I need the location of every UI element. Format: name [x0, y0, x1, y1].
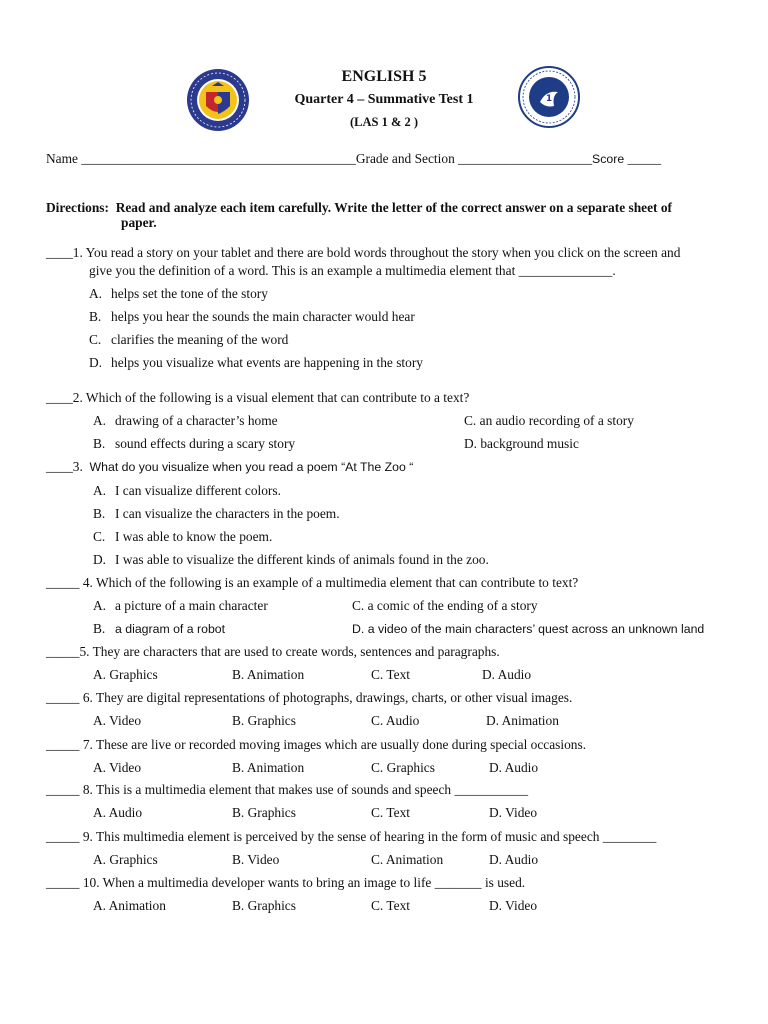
question-6-option-c: C. Audio: [371, 713, 420, 728]
question-3-option-c: [93, 529, 272, 545]
directions-text: Read and analyze each item carefully. Write the letter of the correct answer on a separate sheet of: [115, 200, 673, 215]
question-9-option-c: C. Animation: [371, 852, 444, 867]
option-letter: A.: [93, 483, 107, 498]
score-field[interactable]: _____: [627, 151, 662, 166]
question-2-option-a: [93, 413, 278, 429]
question-2-option-d: D. background music: [464, 436, 579, 451]
option-letter: D.: [89, 355, 103, 370]
question-3-option-d: [93, 552, 489, 568]
question-5-option-a: A. Graphics: [93, 667, 158, 682]
option-letter: B.: [89, 309, 102, 324]
question-8-option-c: C. Text: [371, 805, 410, 820]
question-8-option-a: A. Audio: [93, 805, 143, 820]
question-4-option-c: C. a comic of the ending of a story: [352, 598, 538, 613]
question-1-stem-cont: give you the definition of a word. This is an example a multimedia element that ______________.: [89, 263, 616, 278]
option-letter: C.: [89, 332, 102, 347]
question-6-option-a: A. Video: [93, 713, 142, 728]
question-7-option-d: D. Audio: [489, 760, 539, 775]
option-text: clarifies the meaning of the word: [111, 332, 289, 347]
question-2-option-b: [93, 436, 295, 452]
question-text: What do you visualize when you read a poem “At The Zoo “: [89, 460, 414, 474]
question-5-stem: _____5. They are characters that are used to create words, sentences and paragraphs.: [46, 644, 500, 659]
question-4-option-a: [93, 598, 268, 614]
las-label: (LAS 1 & 2 ): [349, 115, 419, 129]
name-label: Name: [46, 151, 78, 166]
question-10-option-a: A. Animation: [93, 898, 166, 913]
svg-text:1: 1: [545, 94, 553, 104]
question-6-stem: _____ 6. They are digital representations of photographs, drawings, charts, or other visual images.: [46, 690, 573, 705]
question-8-option-b: B. Graphics: [232, 805, 296, 820]
question-10-option-b: B. Graphics: [232, 898, 296, 913]
question-6-option-d: D. Animation: [486, 713, 559, 728]
question-4-stem: _____ 4. Which of the following is an example of a multimedia element that can contribute to text?: [46, 575, 579, 590]
question-8-option-d: D. Video: [489, 805, 538, 820]
question-10-stem: _____ 10. When a multimedia developer wants to bring an image to life _______ is used.: [46, 875, 526, 890]
option-letter: D.: [93, 552, 107, 567]
option-letter: A.: [93, 413, 107, 428]
question-3-option-b: [93, 506, 340, 522]
option-letter: B.: [93, 436, 106, 451]
option-letter: A.: [93, 598, 107, 613]
document-subtitle: Quarter 4 – Summative Test 1: [294, 92, 474, 107]
question-1-option-b: [89, 309, 415, 325]
question-9-option-a: A. Graphics: [93, 852, 158, 867]
option-text: I can visualize different colors.: [115, 483, 281, 498]
option-text: a picture of a main character: [115, 598, 268, 613]
question-5-option-b: B. Animation: [232, 667, 305, 682]
question-9-option-d: D. Audio: [489, 852, 539, 867]
question-10-option-d: D. Video: [489, 898, 538, 913]
question-4-option-b: [93, 621, 225, 637]
option-letter: B.: [93, 506, 106, 521]
option-text: I was able to visualize the different kinds of animals found in the zoo.: [115, 552, 489, 567]
question-2-option-c: C. an audio recording of a story: [464, 413, 634, 428]
question-6-option-b: B. Graphics: [232, 713, 296, 728]
answer-blank: ____3.: [46, 459, 90, 474]
directions-label: Directions:: [46, 200, 109, 215]
question-1-stem: ____1. You read a story on your tablet and there are bold words throughout the story when you click on the screen and: [46, 245, 681, 260]
question-5-option-c: C. Text: [371, 667, 410, 682]
document-title: ENGLISH 5: [341, 68, 427, 85]
option-text: helps set the tone of the story: [111, 286, 268, 301]
question-2-stem: ____2. Which of the following is a visual element that can contribute to a text?: [46, 390, 470, 405]
question-7-stem: _____ 7. These are live or recorded moving images which are usually done during special occasions.: [46, 737, 587, 752]
option-text: I was able to know the poem.: [115, 529, 273, 544]
question-7-option-b: B. Animation: [232, 760, 305, 775]
question-8-stem: _____ 8. This is a multimedia element that makes use of sounds and speech ___________: [46, 782, 529, 797]
question-4-option-d: D. a video of the main characters’ quest across an unknown land: [352, 622, 705, 636]
directions: [46, 200, 672, 216]
option-text: sound effects during a scary story: [115, 436, 296, 451]
question-9-option-b: B. Video: [232, 852, 280, 867]
question-5-option-d: D. Audio: [482, 667, 532, 682]
option-text: I can visualize the characters in the poem.: [115, 506, 340, 521]
question-3-option-a: [93, 483, 281, 499]
option-text: helps you visualize what events are happening in the story: [111, 355, 423, 370]
grade-section-label: Grade and Section: [355, 151, 455, 166]
question-9-stem: _____ 9. This multimedia element is perceived by the sense of hearing in the form of music and speech ________: [46, 829, 657, 844]
question-7-option-a: A. Video: [93, 760, 142, 775]
option-text: drawing of a character’s home: [115, 413, 278, 428]
question-3-stem: [46, 459, 413, 475]
option-letter: C.: [93, 529, 106, 544]
option-text: helps you hear the sounds the main character would hear: [111, 309, 415, 324]
score-label: Score: [592, 152, 625, 166]
name-field[interactable]: _________________________________________: [81, 151, 356, 166]
question-1-option-d: [89, 355, 423, 371]
student-info-line: [46, 151, 661, 167]
option-text: a diagram of a robot: [115, 622, 226, 636]
option-letter: A.: [89, 286, 103, 301]
grade-section-field[interactable]: ____________________: [458, 151, 593, 166]
question-1-option-a: [89, 286, 268, 302]
question-7-option-c: C. Graphics: [371, 760, 435, 775]
question-10-option-c: C. Text: [371, 898, 410, 913]
question-1-option-c: [89, 332, 288, 348]
option-letter: B.: [93, 621, 106, 636]
directions-continued: paper.: [121, 215, 157, 230]
